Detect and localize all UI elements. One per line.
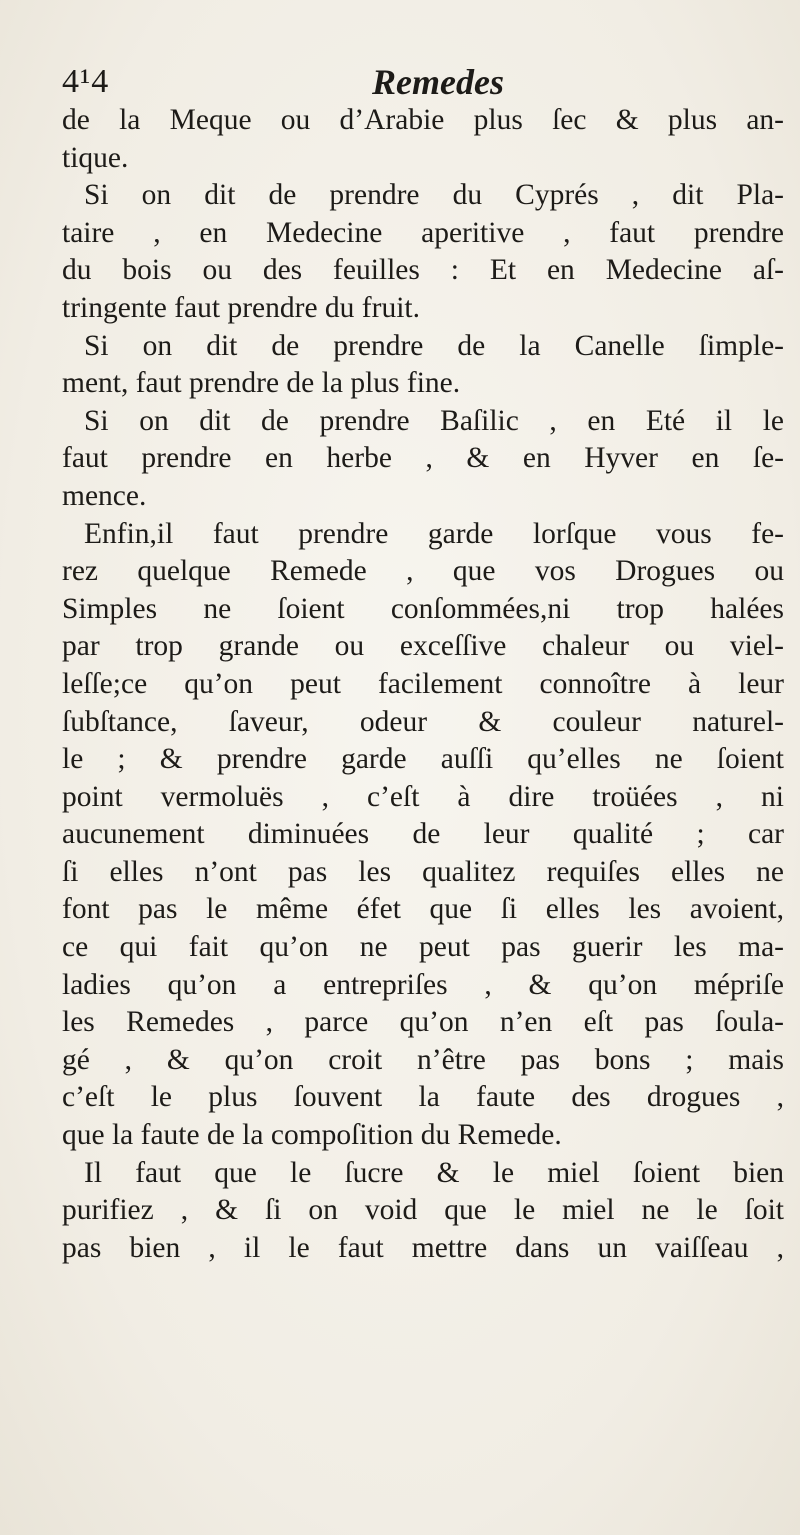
text-line: mence. — [62, 479, 147, 512]
text-line: tique. — [62, 141, 129, 174]
text-line: point vermoluës , c’eſt à dire troüées , ni — [62, 780, 784, 813]
text-line: pas bien , il le faut mettre dans un vaiſſeau , — [62, 1231, 784, 1264]
text-line: ment, faut prendre de la plus fine. — [62, 367, 461, 400]
text-line: les Remedes , parce qu’on n’en eſt pas ſoula- — [62, 1006, 784, 1039]
text-line: faut prendre en herbe , & en Hyver en ſe- — [62, 442, 784, 475]
text-line: du bois ou des feuilles : Et en Medecine aſ- — [62, 254, 784, 287]
text-line: c’eſt le plus ſouvent la faute des drogues , — [62, 1081, 784, 1114]
body-text — [62, 102, 784, 1267]
text-line: ladies qu’on a entrepriſes , & qu’on mépriſe — [62, 968, 784, 1001]
text-line: gé , & qu’on croit n’être pas bons ; mais — [62, 1043, 784, 1076]
text-line: taire , en Medecine aperitive , faut prendre — [62, 216, 784, 249]
text-line: le ; & prendre garde auſſi qu’elles ne ſoient — [62, 743, 784, 776]
text-line: Simples ne ſoient conſommées,ni trop halées — [62, 592, 784, 625]
running-title: Remedes — [372, 62, 504, 102]
text-line: Si on dit de prendre du Cyprés , dit Pla- — [84, 179, 784, 212]
text-line: leſſe;ce qu’on peut facilement connoître à leur — [62, 667, 784, 700]
page-number: 4¹4 — [62, 63, 110, 100]
text-line: Enfin,il faut prendre garde lorſque vous fe- — [84, 517, 784, 550]
text-line: ſubſtance, ſaveur, odeur & couleur naturel- — [62, 705, 784, 738]
text-line: Si on dit de prendre de la Canelle ſimple- — [84, 329, 784, 362]
text-line: purifiez , & ſi on void que le miel ne le ſoit — [62, 1194, 784, 1227]
text-line: rez quelque Remede , que vos Drogues ou — [62, 555, 784, 588]
text-line: par trop grande ou exceſſive chaleur ou viel- — [62, 630, 784, 663]
text-line: Il faut que le ſucre & le miel ſoient bien — [84, 1156, 784, 1189]
text-line: que la faute de la compoſition du Remede. — [62, 1119, 562, 1152]
text-line: font pas le même éfet que ſi elles les avoient, — [62, 893, 784, 926]
text-line: aucunement diminuées de leur qualité ; car — [62, 818, 784, 851]
text-line: ce qui fait qu’on ne peut pas guerir les ma- — [62, 931, 784, 964]
text-line: Si on dit de prendre Baſilic , en Eté il le — [84, 404, 784, 437]
text-line: ſi elles n’ont pas les qualitez requiſes elles ne — [62, 855, 784, 888]
text-line: tringente faut prendre du fruit. — [62, 291, 420, 324]
text-line: de la Meque ou d’Arabie plus ſec & plus an- — [62, 104, 784, 136]
